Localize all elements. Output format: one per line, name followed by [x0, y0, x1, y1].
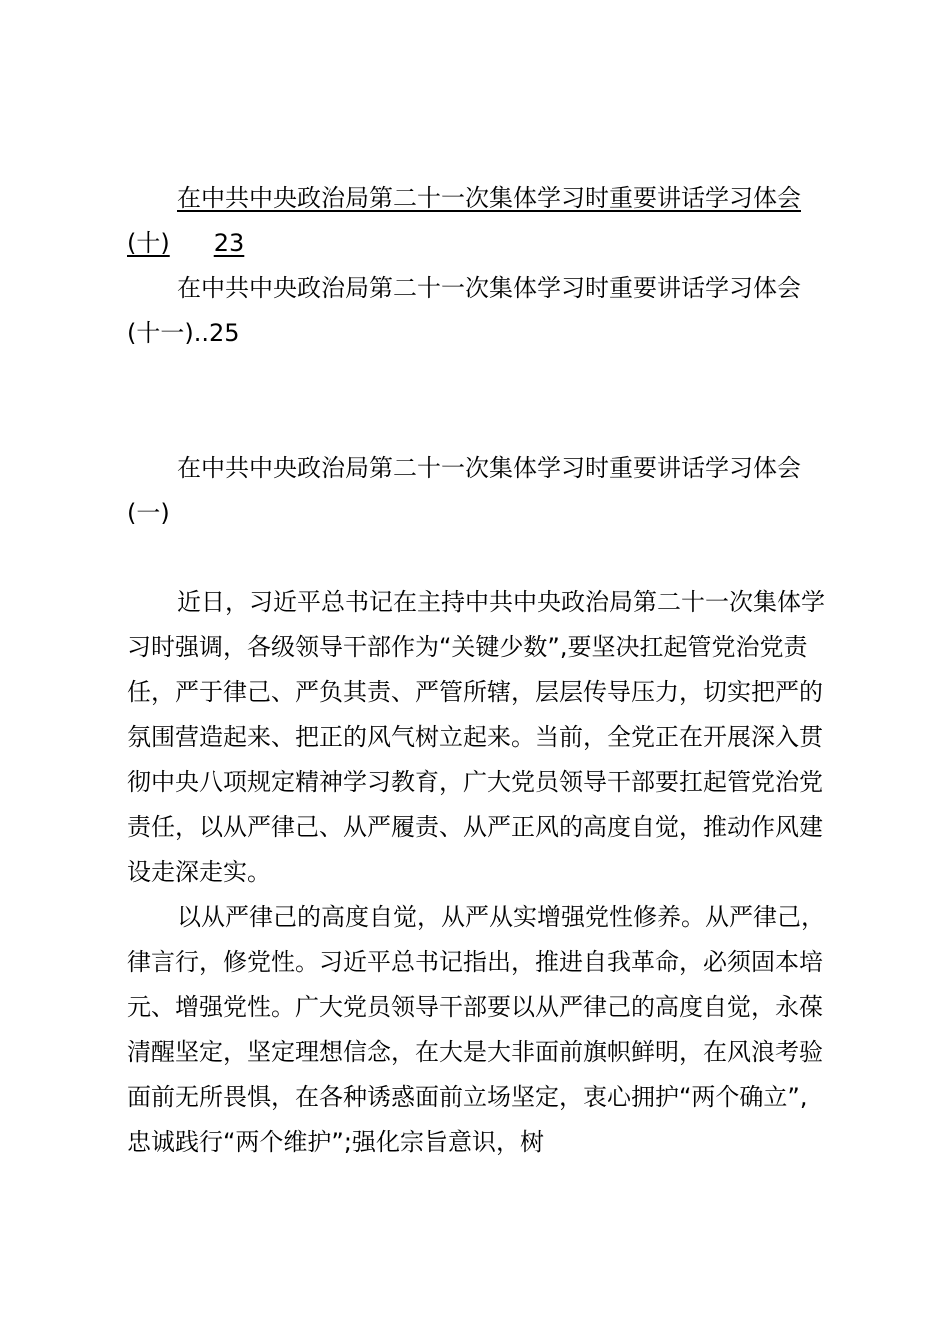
toc-entry-title: 在中共中央政治局第二十一次集体学习时重要讲话学习体会(十一) [127, 274, 801, 347]
toc-entry-title: 在中共中央政治局第二十一次集体学习时重要讲话学习体会(十) [127, 184, 801, 257]
body-paragraph: 以从严律己的高度自觉，从严从实增强党性修养。从严律己，律言行，修党性。习近平总书记指出，推进自我革命，必须固本培元、增强党性。广大党员领导干部要以从严律己的高度自觉，永葆清醒坚定，坚定理想信念，在大是大非面前旗帜鲜明，在风浪考验面前无所畏惧，在各种诱惑面前立场坚定，衷心拥护“两个确立”,忠诚践行“两个维护”;强化宗旨意识，树 [127, 903, 825, 1156]
article-title: 在中共中央政治局第二十一次集体学习时重要讲话学习体会(一) [127, 454, 801, 527]
toc-entry-page-number: 23 [213, 229, 245, 257]
document-page [127, 176, 827, 1165]
toc-entry-10[interactable] [127, 176, 827, 266]
toc-entry-leader: .. [193, 319, 209, 347]
toc-entry-page-number: 25 [209, 319, 240, 347]
body-paragraph: 近日，习近平总书记在主持中共中央政治局第二十一次集体学习时强调，各级领导干部作为“关键少数”,要坚决扛起管党治党责任，严于律己、严负其责、严管所辖，层层传导压力，切实把严的氛围营造起来、把正的风气树立起来。当前，全党正在开展深入贯彻中央八项规定精神学习教育，广大党员领导干部要扛起管党治党责任，以从严律己、从严履责、从严正风的高度自觉，推动作风建设走深走实。 [127, 588, 825, 886]
toc-entry-11[interactable] [127, 266, 827, 356]
